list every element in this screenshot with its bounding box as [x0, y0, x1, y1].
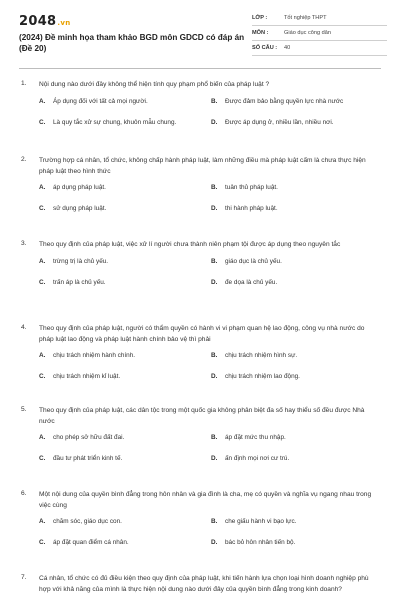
options — [39, 434, 377, 476]
option-d[interactable] — [211, 205, 278, 212]
option-d[interactable] — [211, 279, 277, 286]
option-d[interactable] — [211, 373, 300, 380]
question-number: 1. — [21, 80, 27, 87]
option-b[interactable] — [211, 352, 297, 359]
exam-title: (2024) Đề minh họa tham khảo BGD môn GDCD có đáp án (Đề 20) — [19, 33, 245, 53]
question-1 — [21, 80, 377, 156]
options — [39, 184, 377, 226]
option-text: sử dụng pháp luật. — [53, 205, 107, 212]
option-text: áp đặt quan điểm cá nhân. — [53, 539, 129, 546]
option-letter: C. — [39, 205, 46, 212]
exam-meta — [252, 14, 387, 59]
option-text: bác bỏ hôn nhân tiến bộ. — [225, 539, 296, 546]
option-letter: A. — [39, 434, 46, 441]
option-text: Được áp dụng ở, nhiều lần, nhiều nơi. — [225, 118, 334, 126]
option-a[interactable] — [39, 258, 108, 265]
option-letter: D. — [211, 205, 218, 212]
option-c[interactable] — [39, 119, 176, 126]
option-b[interactable] — [211, 184, 278, 191]
option-c[interactable] — [39, 455, 122, 462]
option-letter: C. — [39, 455, 46, 462]
option-d[interactable] — [211, 455, 289, 462]
option-text: chịu trách nhiệm kỉ luật. — [53, 373, 121, 380]
option-letter: A. — [39, 257, 46, 265]
option-a[interactable] — [39, 434, 124, 441]
option-text: tuân thủ pháp luật. — [225, 184, 278, 191]
option-letter: D. — [211, 539, 218, 546]
question-text: Theo quy định của pháp luật, các dân tộc trong một quốc gia không phân biệt đa số hay thiểu số đều được Nhà nước — [39, 407, 365, 425]
option-letter: B. — [211, 518, 218, 525]
option-letter: C. — [39, 539, 46, 546]
option-a[interactable] — [39, 98, 148, 105]
option-letter: A. — [39, 352, 46, 359]
option-letter: D. — [211, 118, 218, 126]
option-text: chịu trách nhiệm lao động. — [225, 373, 300, 380]
option-text: thi hành pháp luật. — [225, 205, 278, 212]
question-number: 2. — [21, 156, 27, 163]
question-text: Theo quy định của pháp luật, người có thẩm quyền có hành vi vi phạm quan hệ lao động, công vụ nhà nước do pháp luật lao động và pháp luật hành chính bảo vệ thì phải — [39, 325, 365, 343]
option-text: áp đặt mức thu nhập. — [225, 434, 286, 441]
question-number: 4. — [21, 324, 27, 331]
logo-suffix: .vn — [57, 19, 71, 27]
question-number: 6. — [21, 490, 27, 497]
option-text: đe dọa là chủ yếu. — [225, 278, 278, 286]
option-a[interactable] — [39, 352, 135, 359]
option-d[interactable] — [211, 539, 295, 546]
question-text: Trường hợp cá nhân, tổ chức, không chấp hành pháp luật, làm những điều mà pháp luật cấm là chưa thực hiện pháp luật theo hình thức — [39, 157, 366, 175]
meta-row-count — [252, 44, 387, 56]
meta-key: LỚP : — [252, 15, 268, 21]
question-3 — [21, 240, 377, 324]
question-text: Cá nhân, tổ chức có đủ điều kiện theo quy định của pháp luật, khi tiến hành lựa chọn loại hình doanh nghiệp phù hợp với khả năng của mình là thực hiện nội dung nào dưới đây của quyền bình đẳng trong kinh doanh? — [39, 575, 369, 593]
option-text: Được đảm bảo bằng quyền lực nhà nước — [225, 97, 344, 105]
option-letter: D. — [211, 373, 218, 380]
question-7 — [21, 574, 377, 614]
option-text: giáo dục là chủ yếu. — [225, 257, 282, 265]
question-5 — [21, 406, 377, 490]
option-text: cho phép sở hữu đất đai. — [53, 434, 125, 441]
option-text: ấn định mọi nơi cư trú. — [225, 455, 290, 462]
site-logo[interactable] — [19, 14, 71, 29]
option-text: che giấu hành vi bạo lực. — [225, 518, 297, 525]
meta-row-class — [252, 14, 387, 26]
option-letter: C. — [39, 118, 46, 126]
exam-header — [0, 0, 400, 60]
option-b[interactable] — [211, 434, 286, 441]
option-letter: D. — [211, 278, 218, 286]
option-letter: C. — [39, 373, 46, 380]
header-divider — [19, 68, 381, 69]
question-6 — [21, 490, 377, 574]
question-text: Nội dung nào dưới đây không thể hiện tính quy phạm phổ biến của pháp luật ? — [39, 81, 270, 88]
option-letter: B. — [211, 184, 218, 191]
question-4 — [21, 324, 377, 406]
option-text: Là quy tắc xử sự chung, khuôn mẫu chung. — [53, 118, 177, 126]
option-letter: A. — [39, 518, 46, 525]
option-c[interactable] — [39, 539, 129, 546]
meta-value: 40 — [284, 45, 291, 51]
option-text: áp dụng pháp luật. — [53, 184, 106, 191]
meta-value: Tốt nghiệp THPT — [284, 15, 327, 21]
option-c[interactable] — [39, 205, 106, 212]
option-text: đầu tư phát triển kinh tế. — [53, 455, 123, 462]
option-letter: C. — [39, 278, 46, 286]
option-d[interactable] — [211, 119, 334, 126]
question-number: 7. — [21, 574, 27, 581]
option-text: chịu trách nhiệm hình sự. — [225, 352, 298, 359]
option-letter: B. — [211, 97, 218, 105]
option-letter: B. — [211, 352, 218, 359]
option-b[interactable] — [211, 518, 296, 525]
options — [39, 258, 377, 300]
option-b[interactable] — [211, 98, 343, 105]
question-list — [0, 80, 400, 614]
question-text: Theo quy định của pháp luật, việc xử lí người chưa thành niên phạm tội được áp dụng theo nguyên tắc — [39, 241, 341, 248]
option-b[interactable] — [211, 258, 282, 265]
logo-text: 2048 — [19, 14, 57, 29]
option-letter: B. — [211, 257, 218, 265]
question-text: Một nội dung của quyền bình đẳng trong hôn nhân và gia đình là cha, mẹ có quyền và nghĩa vụ ngang nhau trong việc cùng — [39, 491, 372, 509]
meta-value: Giáo dục công dân — [284, 30, 331, 36]
option-c[interactable] — [39, 373, 120, 380]
option-letter: D. — [211, 455, 218, 462]
option-a[interactable] — [39, 518, 122, 525]
question-number: 3. — [21, 240, 27, 247]
option-text: Áp dụng đối với tất cả mọi người. — [53, 97, 148, 105]
option-text: trừng trị là chủ yếu. — [53, 257, 109, 265]
question-2 — [21, 156, 377, 240]
question-number: 5. — [21, 406, 27, 413]
option-c[interactable] — [39, 279, 106, 286]
option-text: chăm sóc, giáo dục con. — [53, 518, 122, 525]
option-text: trấn áp là chủ yếu. — [53, 278, 106, 286]
meta-key: MÔN : — [252, 30, 269, 36]
option-letter: B. — [211, 434, 218, 441]
option-text: chịu trách nhiệm hành chính. — [53, 352, 136, 359]
options — [39, 518, 377, 560]
meta-row-subject — [252, 29, 387, 41]
option-letter: A. — [39, 184, 46, 191]
option-a[interactable] — [39, 184, 106, 191]
option-letter: A. — [39, 97, 46, 105]
options — [39, 352, 377, 394]
meta-key: SỐ CÂU : — [252, 45, 278, 51]
options — [39, 98, 377, 140]
